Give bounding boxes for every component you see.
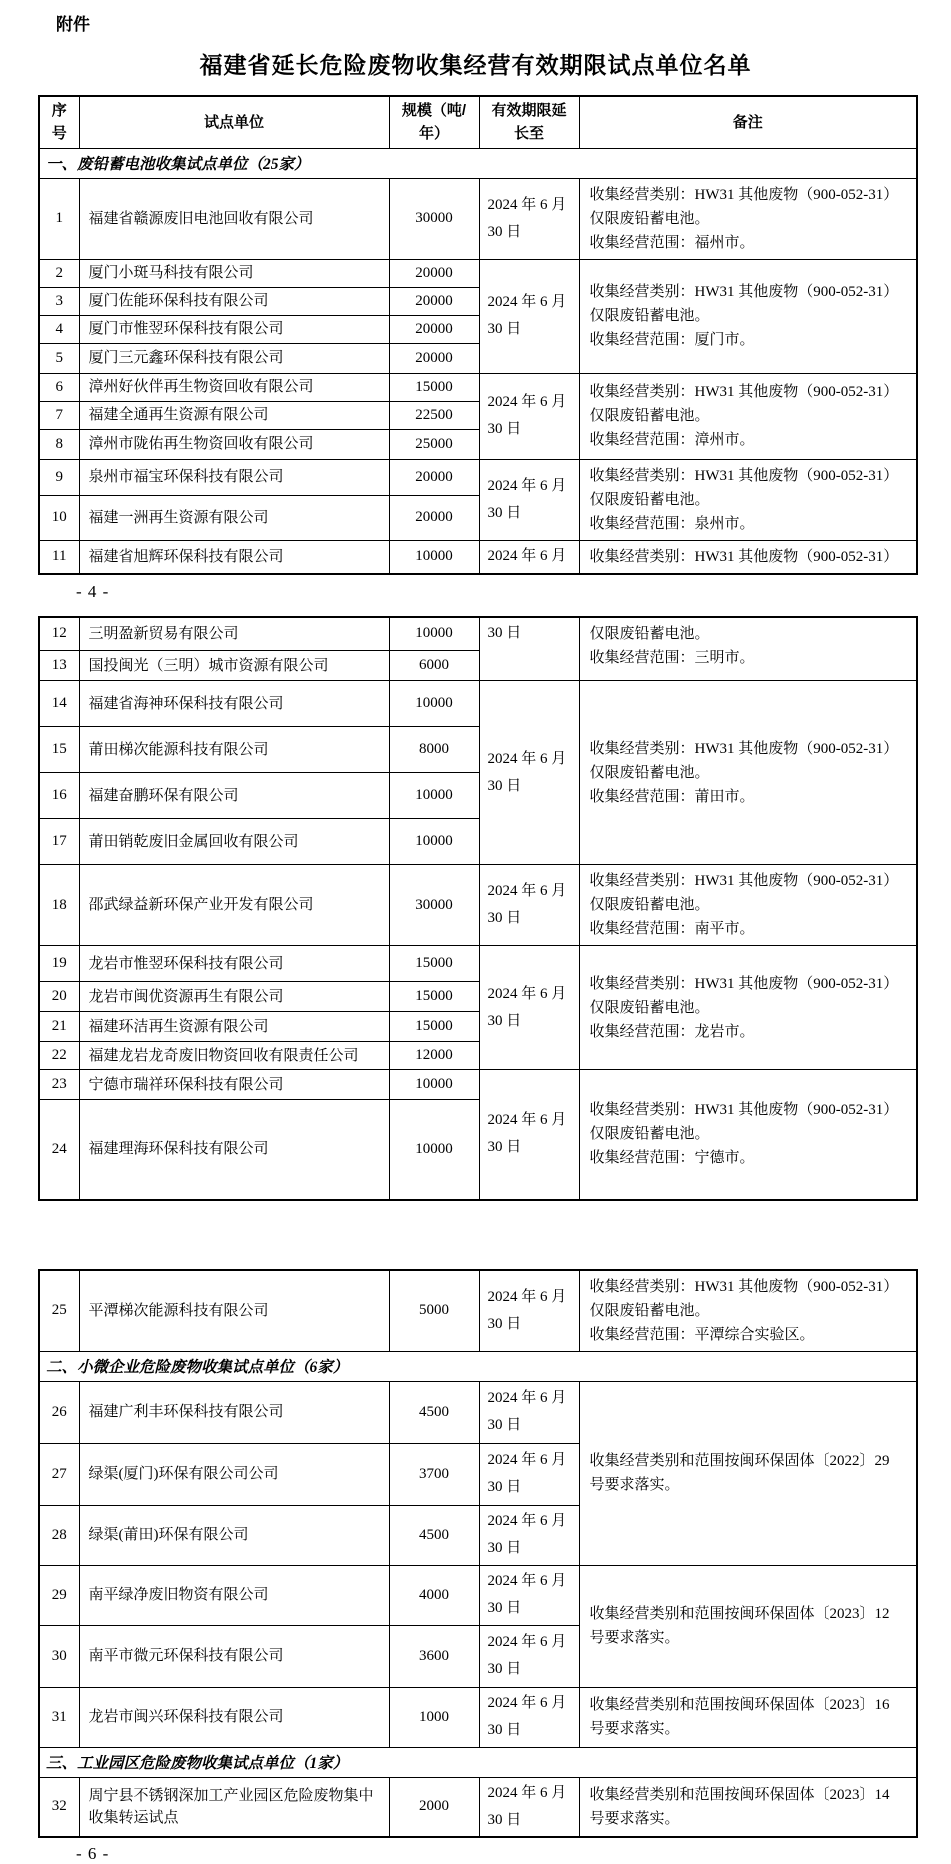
validity-date: 2024 年 6 月 30 日	[479, 1443, 579, 1505]
scale-value: 25000	[389, 429, 479, 459]
remark-text: 收集经营类别：HW31 其他废物（900-052-31） 仅限废铅蓄电池。 收集经营范围：厦门市。	[579, 259, 917, 373]
unit-name: 厦门佐能环保科技有限公司	[79, 287, 389, 315]
unit-name: 莆田销乾废旧金属回收有限公司	[79, 819, 389, 865]
validity-date: 2024 年 6 月	[479, 540, 579, 574]
scale-value: 10000	[389, 819, 479, 865]
validity-date: 2024 年 6 月 30 日	[479, 1070, 579, 1200]
table-row	[39, 946, 917, 982]
unit-name: 福建省赣源废旧电池回收有限公司	[79, 178, 389, 259]
unit-name: 泉州市福宝环保科技有限公司	[79, 459, 389, 496]
validity-date: 2024 年 6 月 30 日	[479, 681, 579, 865]
scale-value: 22500	[389, 401, 479, 429]
remark-text: 仅限废铅蓄电池。 收集经营范围：三明市。	[579, 617, 917, 681]
scale-value: 10000	[389, 1070, 479, 1100]
row-no: 2	[39, 259, 79, 287]
unit-name: 福建广利丰环保科技有限公司	[79, 1381, 389, 1443]
scale-value: 12000	[389, 1042, 479, 1070]
row-no: 5	[39, 343, 79, 373]
row-no: 9	[39, 459, 79, 496]
section-header-3	[39, 1747, 917, 1777]
pilot-units-table-page4	[38, 95, 918, 575]
validity-date: 2024 年 6 月 30 日	[479, 459, 579, 540]
page-number-4: - 4 -	[76, 581, 110, 601]
unit-name: 南平绿净废旧物资有限公司	[79, 1565, 389, 1625]
scale-value: 10000	[389, 617, 479, 651]
col-header-remark: 备注	[579, 96, 917, 148]
unit-name: 福建龙岩龙奇废旧物资回收有限责任公司	[79, 1042, 389, 1070]
table-row	[39, 617, 917, 651]
table-row	[39, 540, 917, 574]
scale-value: 15000	[389, 1012, 479, 1042]
section-header-1	[39, 148, 917, 178]
scale-value: 20000	[389, 315, 479, 343]
remark-text: 收集经营类别和范围按闽环保固体〔2023〕12 号要求落实。	[579, 1565, 917, 1687]
scale-value: 4000	[389, 1565, 479, 1625]
table-row	[39, 373, 917, 401]
row-no: 14	[39, 681, 79, 727]
table-row	[39, 1565, 917, 1625]
validity-date: 2024 年 6 月 30 日	[479, 1270, 579, 1352]
row-no: 11	[39, 540, 79, 574]
col-header-scale: 规模（吨/ 年）	[389, 96, 479, 148]
row-no: 22	[39, 1042, 79, 1070]
remark-text: 收集经营类别：HW31 其他废物（900-052-31） 仅限废铅蓄电池。 收集经营范围：宁德市。	[579, 1070, 917, 1200]
row-no: 1	[39, 178, 79, 259]
pilot-units-table-page5	[38, 616, 918, 1201]
remark-text: 收集经营类别：HW31 其他废物（900-052-31） 仅限废铅蓄电池。 收集经营范围：南平市。	[579, 865, 917, 946]
row-no: 31	[39, 1687, 79, 1747]
scale-value: 1000	[389, 1687, 479, 1747]
table-row	[39, 1270, 917, 1352]
unit-name: 宁德市瑞祥环保科技有限公司	[79, 1070, 389, 1100]
validity-date: 2024 年 6 月 30 日	[479, 1505, 579, 1565]
scale-value: 3700	[389, 1443, 479, 1505]
table-row	[39, 259, 917, 287]
validity-date: 2024 年 6 月 30 日	[479, 865, 579, 946]
validity-date: 2024 年 6 月 30 日	[479, 1625, 579, 1687]
row-no: 8	[39, 429, 79, 459]
table-row	[39, 865, 917, 946]
row-no: 13	[39, 651, 79, 681]
unit-name: 漳州市陇佑再生物资回收有限公司	[79, 429, 389, 459]
unit-name: 平潭梯次能源科技有限公司	[79, 1270, 389, 1352]
unit-name: 龙岩市惟翌环保科技有限公司	[79, 946, 389, 982]
validity-date: 2024 年 6 月 30 日	[479, 946, 579, 1070]
row-no: 23	[39, 1070, 79, 1100]
scale-value: 20000	[389, 287, 479, 315]
section-title: 二、小微企业危险废物收集试点单位（6家）	[39, 1351, 917, 1381]
remark-text: 收集经营类别和范围按闽环保固体〔2023〕16 号要求落实。	[579, 1687, 917, 1747]
scale-value: 10000	[389, 540, 479, 574]
scale-value: 4500	[389, 1381, 479, 1443]
row-no: 29	[39, 1565, 79, 1625]
row-no: 26	[39, 1381, 79, 1443]
unit-name: 三明盈新贸易有限公司	[79, 617, 389, 651]
unit-name: 周宁县不锈钢深加工产业园区危险废物集中收集转运试点	[79, 1777, 389, 1837]
remark-text: 收集经营类别和范围按闽环保固体〔2022〕29 号要求落实。	[579, 1381, 917, 1565]
table-row	[39, 681, 917, 727]
row-no: 6	[39, 373, 79, 401]
page-title: 福建省延长危险废物收集经营有效期限试点单位名单	[199, 52, 752, 78]
table-row	[39, 1777, 917, 1837]
row-no: 27	[39, 1443, 79, 1505]
unit-name: 龙岩市闽优资源再生有限公司	[79, 982, 389, 1012]
col-header-no: 序 号	[39, 96, 79, 148]
validity-date: 2024 年 6 月 30 日	[479, 259, 579, 373]
col-header-validity: 有效期限延 长至	[479, 96, 579, 148]
section-title: 一、废铅蓄电池收集试点单位（25家）	[39, 148, 917, 178]
row-no: 25	[39, 1270, 79, 1352]
table-row	[39, 1381, 917, 1443]
scale-value: 8000	[389, 727, 479, 773]
validity-date: 2024 年 6 月 30 日	[479, 1565, 579, 1625]
scale-value: 15000	[389, 982, 479, 1012]
scale-value: 15000	[389, 373, 479, 401]
row-no: 32	[39, 1777, 79, 1837]
row-no: 7	[39, 401, 79, 429]
unit-name: 福建一洲再生资源有限公司	[79, 496, 389, 540]
scale-value: 10000	[389, 681, 479, 727]
scale-value: 5000	[389, 1270, 479, 1352]
unit-name: 福建省旭辉环保科技有限公司	[79, 540, 389, 574]
unit-name: 莆田梯次能源科技有限公司	[79, 727, 389, 773]
unit-name: 福建奋鹏环保有限公司	[79, 773, 389, 819]
row-no: 17	[39, 819, 79, 865]
unit-name: 福建省海神环保科技有限公司	[79, 681, 389, 727]
row-no: 15	[39, 727, 79, 773]
scale-value: 30000	[389, 178, 479, 259]
scale-value: 15000	[389, 946, 479, 982]
row-no: 12	[39, 617, 79, 651]
row-no: 28	[39, 1505, 79, 1565]
unit-name: 漳州好伙伴再生物资回收有限公司	[79, 373, 389, 401]
scale-value: 4500	[389, 1505, 479, 1565]
unit-name: 厦门市惟翌环保科技有限公司	[79, 315, 389, 343]
table-row	[39, 1070, 917, 1100]
validity-date: 2024 年 6 月 30 日	[479, 1381, 579, 1443]
scale-value: 20000	[389, 343, 479, 373]
remark-text: 收集经营类别和范围按闽环保固体〔2023〕14 号要求落实。	[579, 1777, 917, 1837]
row-no: 30	[39, 1625, 79, 1687]
scale-value: 2000	[389, 1777, 479, 1837]
remark-text: 收集经营类别：HW31 其他废物（900-052-31） 仅限废铅蓄电池。 收集经营范围：福州市。	[579, 178, 917, 259]
row-no: 10	[39, 496, 79, 540]
remark-text: 收集经营类别：HW31 其他废物（900-052-31） 仅限废铅蓄电池。 收集经营范围：龙岩市。	[579, 946, 917, 1070]
table-row	[39, 1687, 917, 1747]
scale-value: 20000	[389, 259, 479, 287]
row-no: 16	[39, 773, 79, 819]
scale-value: 3600	[389, 1625, 479, 1687]
row-no: 18	[39, 865, 79, 946]
remark-text: 收集经营类别：HW31 其他废物（900-052-31） 仅限废铅蓄电池。 收集经营范围：泉州市。	[579, 459, 917, 540]
row-no: 3	[39, 287, 79, 315]
scale-value: 20000	[389, 459, 479, 496]
remark-text: 收集经营类别：HW31 其他废物（900-052-31） 仅限废铅蓄电池。 收集经营范围：漳州市。	[579, 373, 917, 459]
row-no: 21	[39, 1012, 79, 1042]
section-title: 三、工业园区危险废物收集试点单位（1家）	[39, 1747, 917, 1777]
remark-text: 收集经营类别：HW31 其他废物（900-052-31）	[579, 540, 917, 574]
scale-value: 10000	[389, 1100, 479, 1200]
unit-name: 龙岩市闽兴环保科技有限公司	[79, 1687, 389, 1747]
table-row	[39, 459, 917, 496]
validity-date: 2024 年 6 月 30 日	[479, 1777, 579, 1837]
page-number-6: - 6 -	[76, 1843, 110, 1863]
validity-date: 2024 年 6 月 30 日	[479, 178, 579, 259]
unit-name: 福建理海环保科技有限公司	[79, 1100, 389, 1200]
unit-name: 福建环洁再生资源有限公司	[79, 1012, 389, 1042]
table-header-row	[39, 96, 917, 148]
unit-name: 厦门三元鑫环保科技有限公司	[79, 343, 389, 373]
col-header-unit: 试点单位	[79, 96, 389, 148]
unit-name: 绿渠(莆田)环保有限公司	[79, 1505, 389, 1565]
remark-text: 收集经营类别：HW31 其他废物（900-052-31） 仅限废铅蓄电池。 收集经营范围：平潭综合实验区。	[579, 1270, 917, 1352]
unit-name: 南平市微元环保科技有限公司	[79, 1625, 389, 1687]
remark-text: 收集经营类别：HW31 其他废物（900-052-31） 仅限废铅蓄电池。 收集经营范围：莆田市。	[579, 681, 917, 865]
row-no: 19	[39, 946, 79, 982]
table-row	[39, 178, 917, 259]
unit-name: 绿渠(厦门)环保有限公司公司	[79, 1443, 389, 1505]
unit-name: 邵武绿益新环保产业开发有限公司	[79, 865, 389, 946]
row-no: 24	[39, 1100, 79, 1200]
scale-value: 30000	[389, 865, 479, 946]
scale-value: 6000	[389, 651, 479, 681]
scale-value: 20000	[389, 496, 479, 540]
validity-date: 2024 年 6 月 30 日	[479, 373, 579, 459]
row-no: 4	[39, 315, 79, 343]
attachment-label: 附件	[56, 15, 90, 34]
validity-date: 30 日	[479, 617, 579, 681]
unit-name: 福建全通再生资源有限公司	[79, 401, 389, 429]
validity-date: 2024 年 6 月 30 日	[479, 1687, 579, 1747]
section-header-2	[39, 1351, 917, 1381]
pilot-units-table-page6	[38, 1269, 918, 1838]
unit-name: 国投闽光（三明）城市资源有限公司	[79, 651, 389, 681]
unit-name: 厦门小斑马科技有限公司	[79, 259, 389, 287]
scale-value: 10000	[389, 773, 479, 819]
row-no: 20	[39, 982, 79, 1012]
